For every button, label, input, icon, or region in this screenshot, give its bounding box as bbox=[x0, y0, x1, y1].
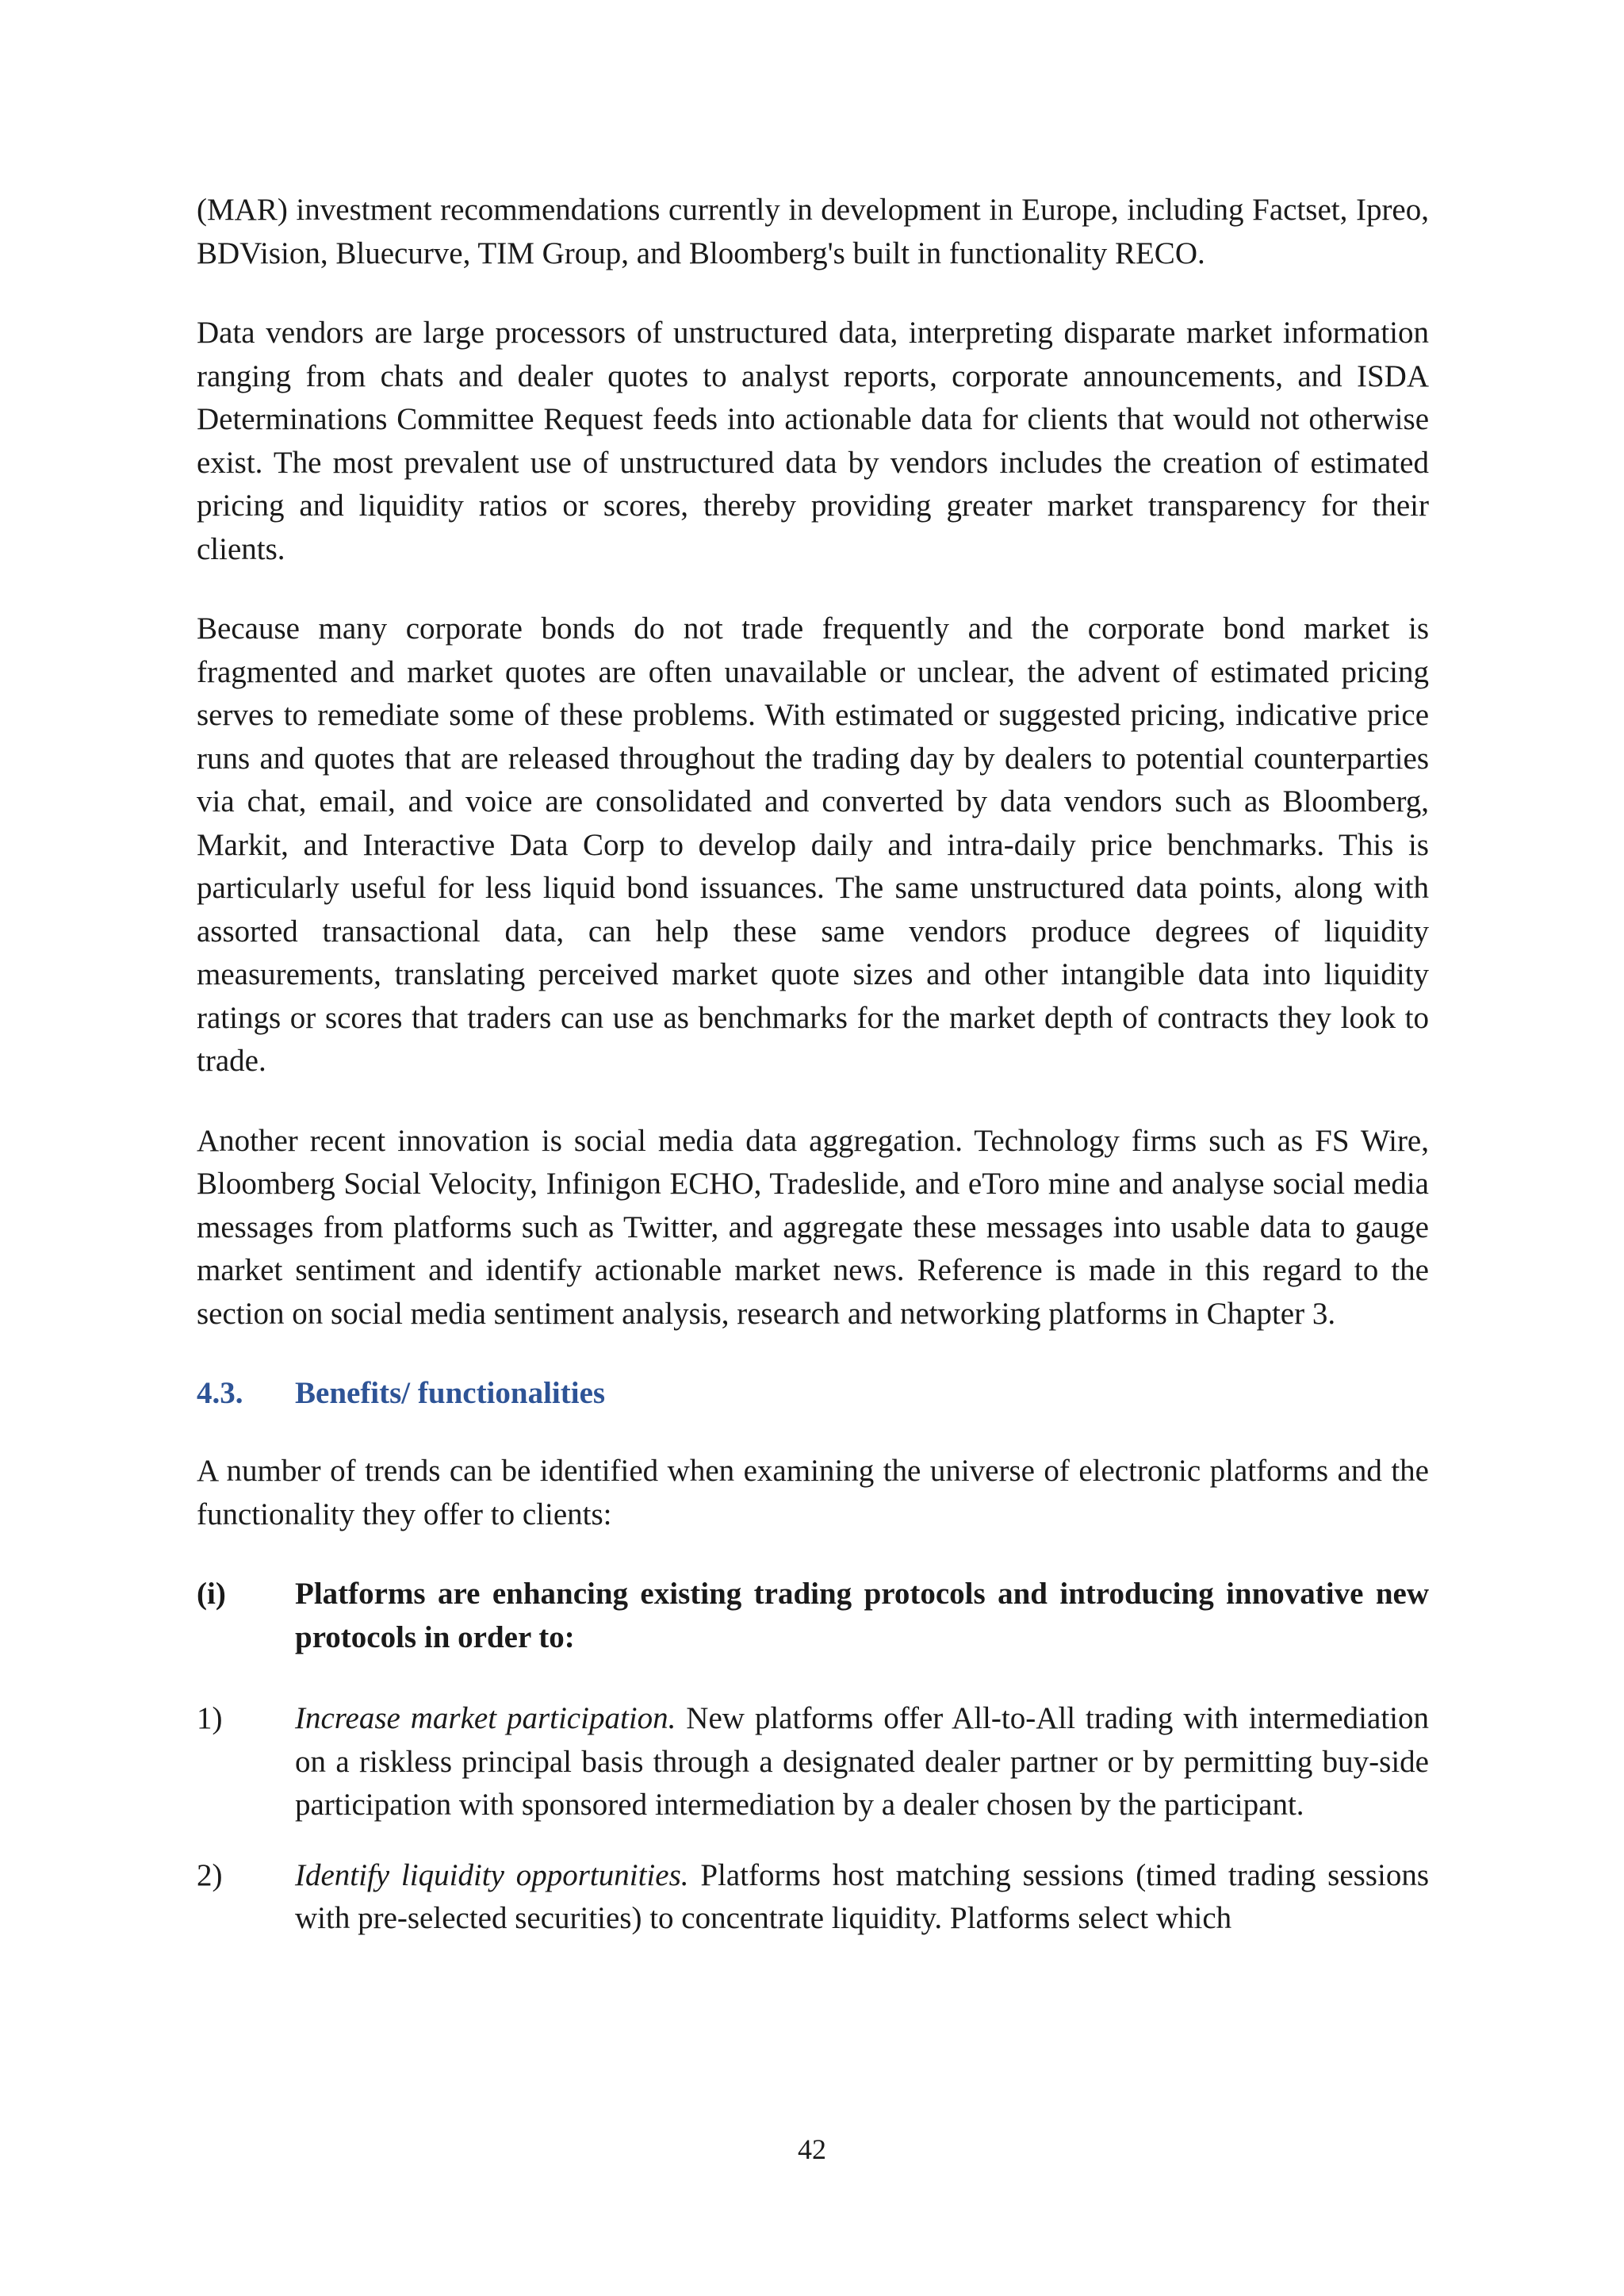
list-item-label: 1) bbox=[197, 1701, 223, 1735]
list-heading-item bbox=[197, 1573, 1429, 1659]
list-item-lead: Identify liquidity opportunities. bbox=[295, 1857, 689, 1892]
paragraph-data-vendors: Data vendors are large processors of unstructured data, interpreting disparate market information ranging from chats and dealer quotes to analyst reports, corporate announcements, and ISDA Determinations Committee Request feeds into actionable data for clients that would not otherwise exist. The most prevalent use of unstructured data by vendors includes the creation of estimated pricing and liquidity ratios or scores, thereby providing greater market transparency for their clients. bbox=[197, 316, 1429, 566]
list-item-body: New platforms offer All-to-All trading with intermediation on a riskless principal basis through a designated dealer partner or by permitting buy-side participation with sponsored intermediation by a dealer chosen by the participant. bbox=[295, 1701, 1429, 1822]
document-body bbox=[197, 189, 1429, 1968]
list-item bbox=[197, 1697, 1429, 1827]
page-number: 42 bbox=[798, 2133, 826, 2165]
list-item-lead: Increase market participation. bbox=[295, 1701, 676, 1735]
list-heading-text: Platforms are enhancing existing trading protocols and introducing innovative new protocols in order to: bbox=[295, 1577, 1429, 1654]
list-item-text bbox=[295, 1697, 1429, 1827]
list-item bbox=[197, 1854, 1429, 1941]
section-title: Benefits/ functionalities bbox=[295, 1376, 606, 1410]
list-item-body: Platforms host matching sessions (timed trading sessions with pre-selected securities) to concentrate liquidity. Platforms select which bbox=[295, 1857, 1430, 1935]
section-heading bbox=[197, 1372, 1429, 1415]
paragraph-mar-recommendations: (MAR) investment recommendations currently in development in Europe, including Factset, Ipreo, BDVision, Bluecurve, TIM Group, and Bloomberg's built in functionality RECO. bbox=[197, 193, 1429, 270]
list-item-label: 2) bbox=[197, 1857, 223, 1892]
list-heading-label: (i) bbox=[197, 1577, 226, 1611]
section-number: 4.3. bbox=[197, 1376, 243, 1410]
paragraph-social-media: Another recent innovation is social media data aggregation. Technology firms such as FS Wire, Bloomberg Social Velocity, Infinigon ECHO, Tradeslide, and eToro mine and analyse social media messages from platforms such as Twitter, and aggregate these messages into usable data to gauge market sentiment and identify actionable market news. Reference is made in this regard to the section on social media sentiment analysis, research and networking platforms in Chapter 3. bbox=[197, 1123, 1429, 1331]
list-item-text bbox=[295, 1854, 1429, 1941]
paragraph-estimated-pricing: Because many corporate bonds do not trade frequently and the corporate bond market is fragmented and market quotes are often unavailable or unclear, the advent of estimated pricing serves to remediate some of these problems. With estimated or suggested pricing, indicative price runs and quotes that are released throughout the trading day by dealers to potential counterparties via chat, email, and voice are consolidated and converted by data vendors such as Bloomberg, Markit, and Interactive Data Corp to develop daily and intra-daily price benchmarks. This is particularly useful for less liquid bond issuances. The same unstructured data points, along with assorted transactional data, can help these same vendors produce degrees of liquidity measurements, translating perceived market quote sizes and other intangible data into liquidity ratings or scores that traders can use as benchmarks for the market depth of contracts they look to trade. bbox=[197, 611, 1429, 1078]
paragraph-trends-intro: A number of trends can be identified when examining the universe of electronic platforms and the functionality they offer to clients: bbox=[197, 1454, 1429, 1531]
